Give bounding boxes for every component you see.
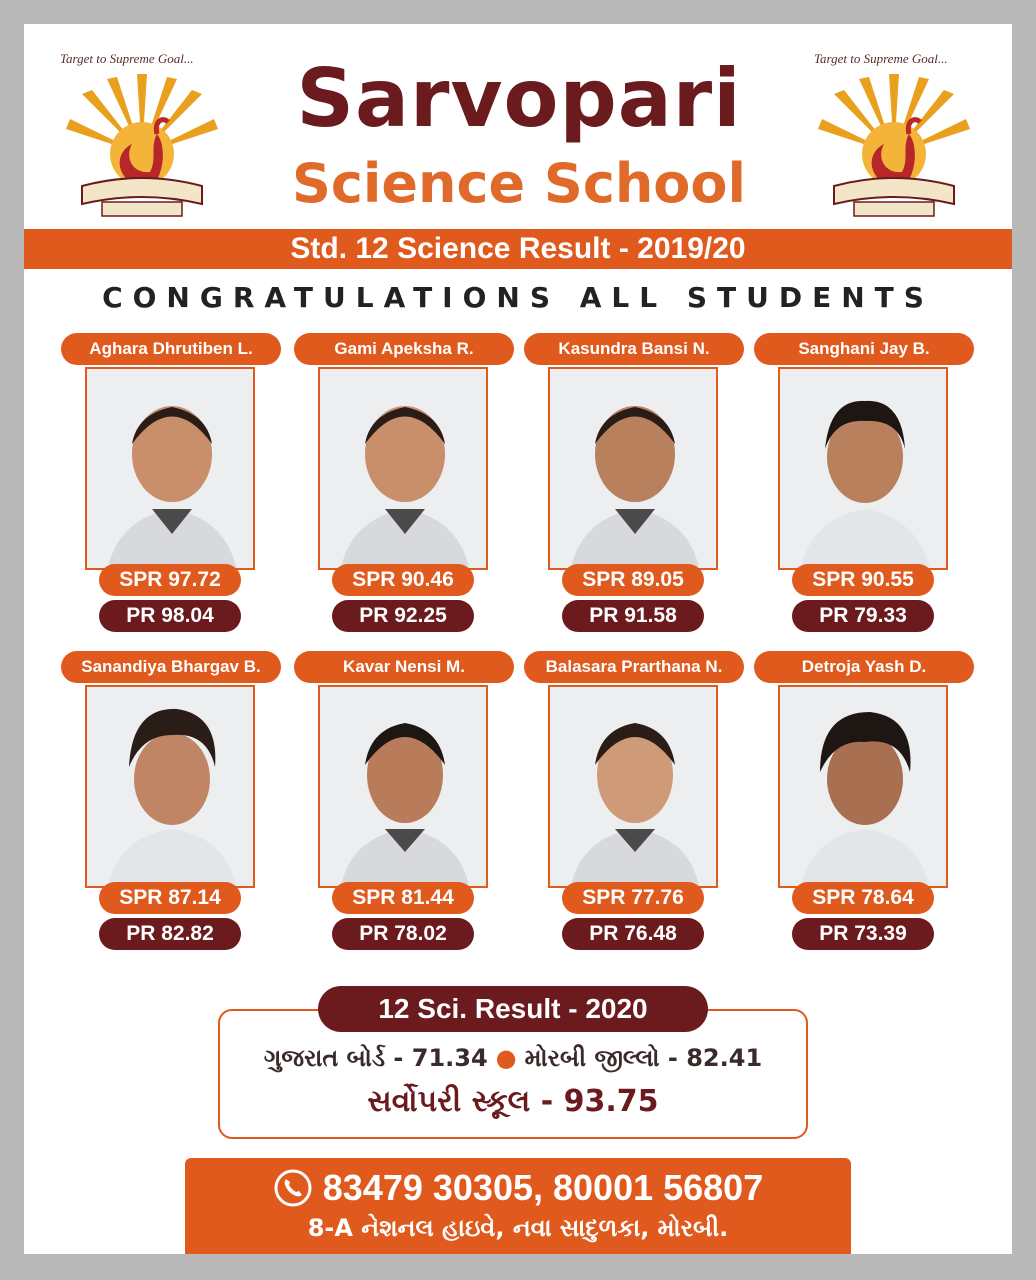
phone-numbers[interactable]: 83479 30305, 80001 56807	[322, 1167, 764, 1208]
student-card	[524, 333, 744, 643]
summary-board-district	[218, 1044, 808, 1072]
pr-score: PR 79.33	[792, 600, 934, 632]
phone-row	[185, 1166, 851, 1210]
student-name: Sanghani Jay B.	[754, 333, 974, 365]
pr-score: PR 82.82	[99, 918, 241, 950]
spr-score: SPR 90.55	[792, 564, 934, 596]
spr-score: SPR 78.64	[792, 882, 934, 914]
congratulations-heading: CONGRATULATIONS ALL STUDENTS	[102, 281, 934, 314]
spr-score: SPR 90.46	[332, 564, 474, 596]
board-result: ગુજરાત બોર્ડ - 71.34	[263, 1044, 488, 1072]
district-result: મોરબી જીલ્લો - 82.41	[524, 1044, 763, 1072]
result-banner: Std. 12 Science Result - 2019/20	[24, 229, 1012, 269]
student-card	[754, 333, 974, 643]
phone-icon	[273, 1168, 313, 1208]
pr-score: PR 91.58	[562, 600, 704, 632]
student-name: Balasara Prarthana N.	[524, 651, 744, 683]
pr-score: PR 73.39	[792, 918, 934, 950]
pr-score: PR 98.04	[99, 600, 241, 632]
student-card	[524, 651, 744, 961]
student-card	[294, 333, 514, 643]
student-name: Detroja Yash D.	[754, 651, 974, 683]
student-name: Kasundra Bansi N.	[524, 333, 744, 365]
contact-band	[185, 1158, 851, 1254]
student-photo	[85, 685, 255, 888]
address: 8-A નેશનલ હાઇવે, નવા સાદુળકા, મોરબી.	[307, 1214, 729, 1242]
spr-score: SPR 97.72	[99, 564, 241, 596]
student-photo	[778, 685, 948, 888]
spr-score: SPR 87.14	[99, 882, 241, 914]
student-photo	[778, 367, 948, 570]
student-photo	[318, 685, 488, 888]
pr-score: PR 78.02	[332, 918, 474, 950]
pr-score: PR 92.25	[332, 600, 474, 632]
school-result: સર્વોપરી સ્કૂલ - 93.75	[367, 1084, 659, 1119]
spr-score: SPR 81.44	[332, 882, 474, 914]
student-name: Sanandiya Bhargav B.	[61, 651, 281, 683]
poster	[24, 24, 1012, 1254]
school-name-line1: Sarvopari	[296, 52, 742, 145]
student-card	[61, 651, 281, 961]
student-card	[294, 651, 514, 961]
swan-logo-icon	[814, 74, 974, 224]
student-photo	[548, 367, 718, 570]
student-photo	[85, 367, 255, 570]
student-card	[61, 333, 281, 643]
pr-score: PR 76.48	[562, 918, 704, 950]
student-photo	[548, 685, 718, 888]
spr-score: SPR 89.05	[562, 564, 704, 596]
bullet-icon: ●	[495, 1044, 517, 1072]
school-name-line2: Science School	[292, 152, 746, 215]
student-photo	[318, 367, 488, 570]
tagline-right: Target to Supreme Goal...	[814, 51, 948, 66]
student-name: Gami Apeksha R.	[294, 333, 514, 365]
student-card	[754, 651, 974, 961]
swan-logo-icon	[62, 74, 222, 224]
spr-score: SPR 77.76	[562, 882, 704, 914]
tagline-left: Target to Supreme Goal...	[60, 51, 194, 66]
student-name: Kavar Nensi M.	[294, 651, 514, 683]
student-name: Aghara Dhrutiben L.	[61, 333, 281, 365]
summary-title: 12 Sci. Result - 2020	[318, 986, 708, 1032]
